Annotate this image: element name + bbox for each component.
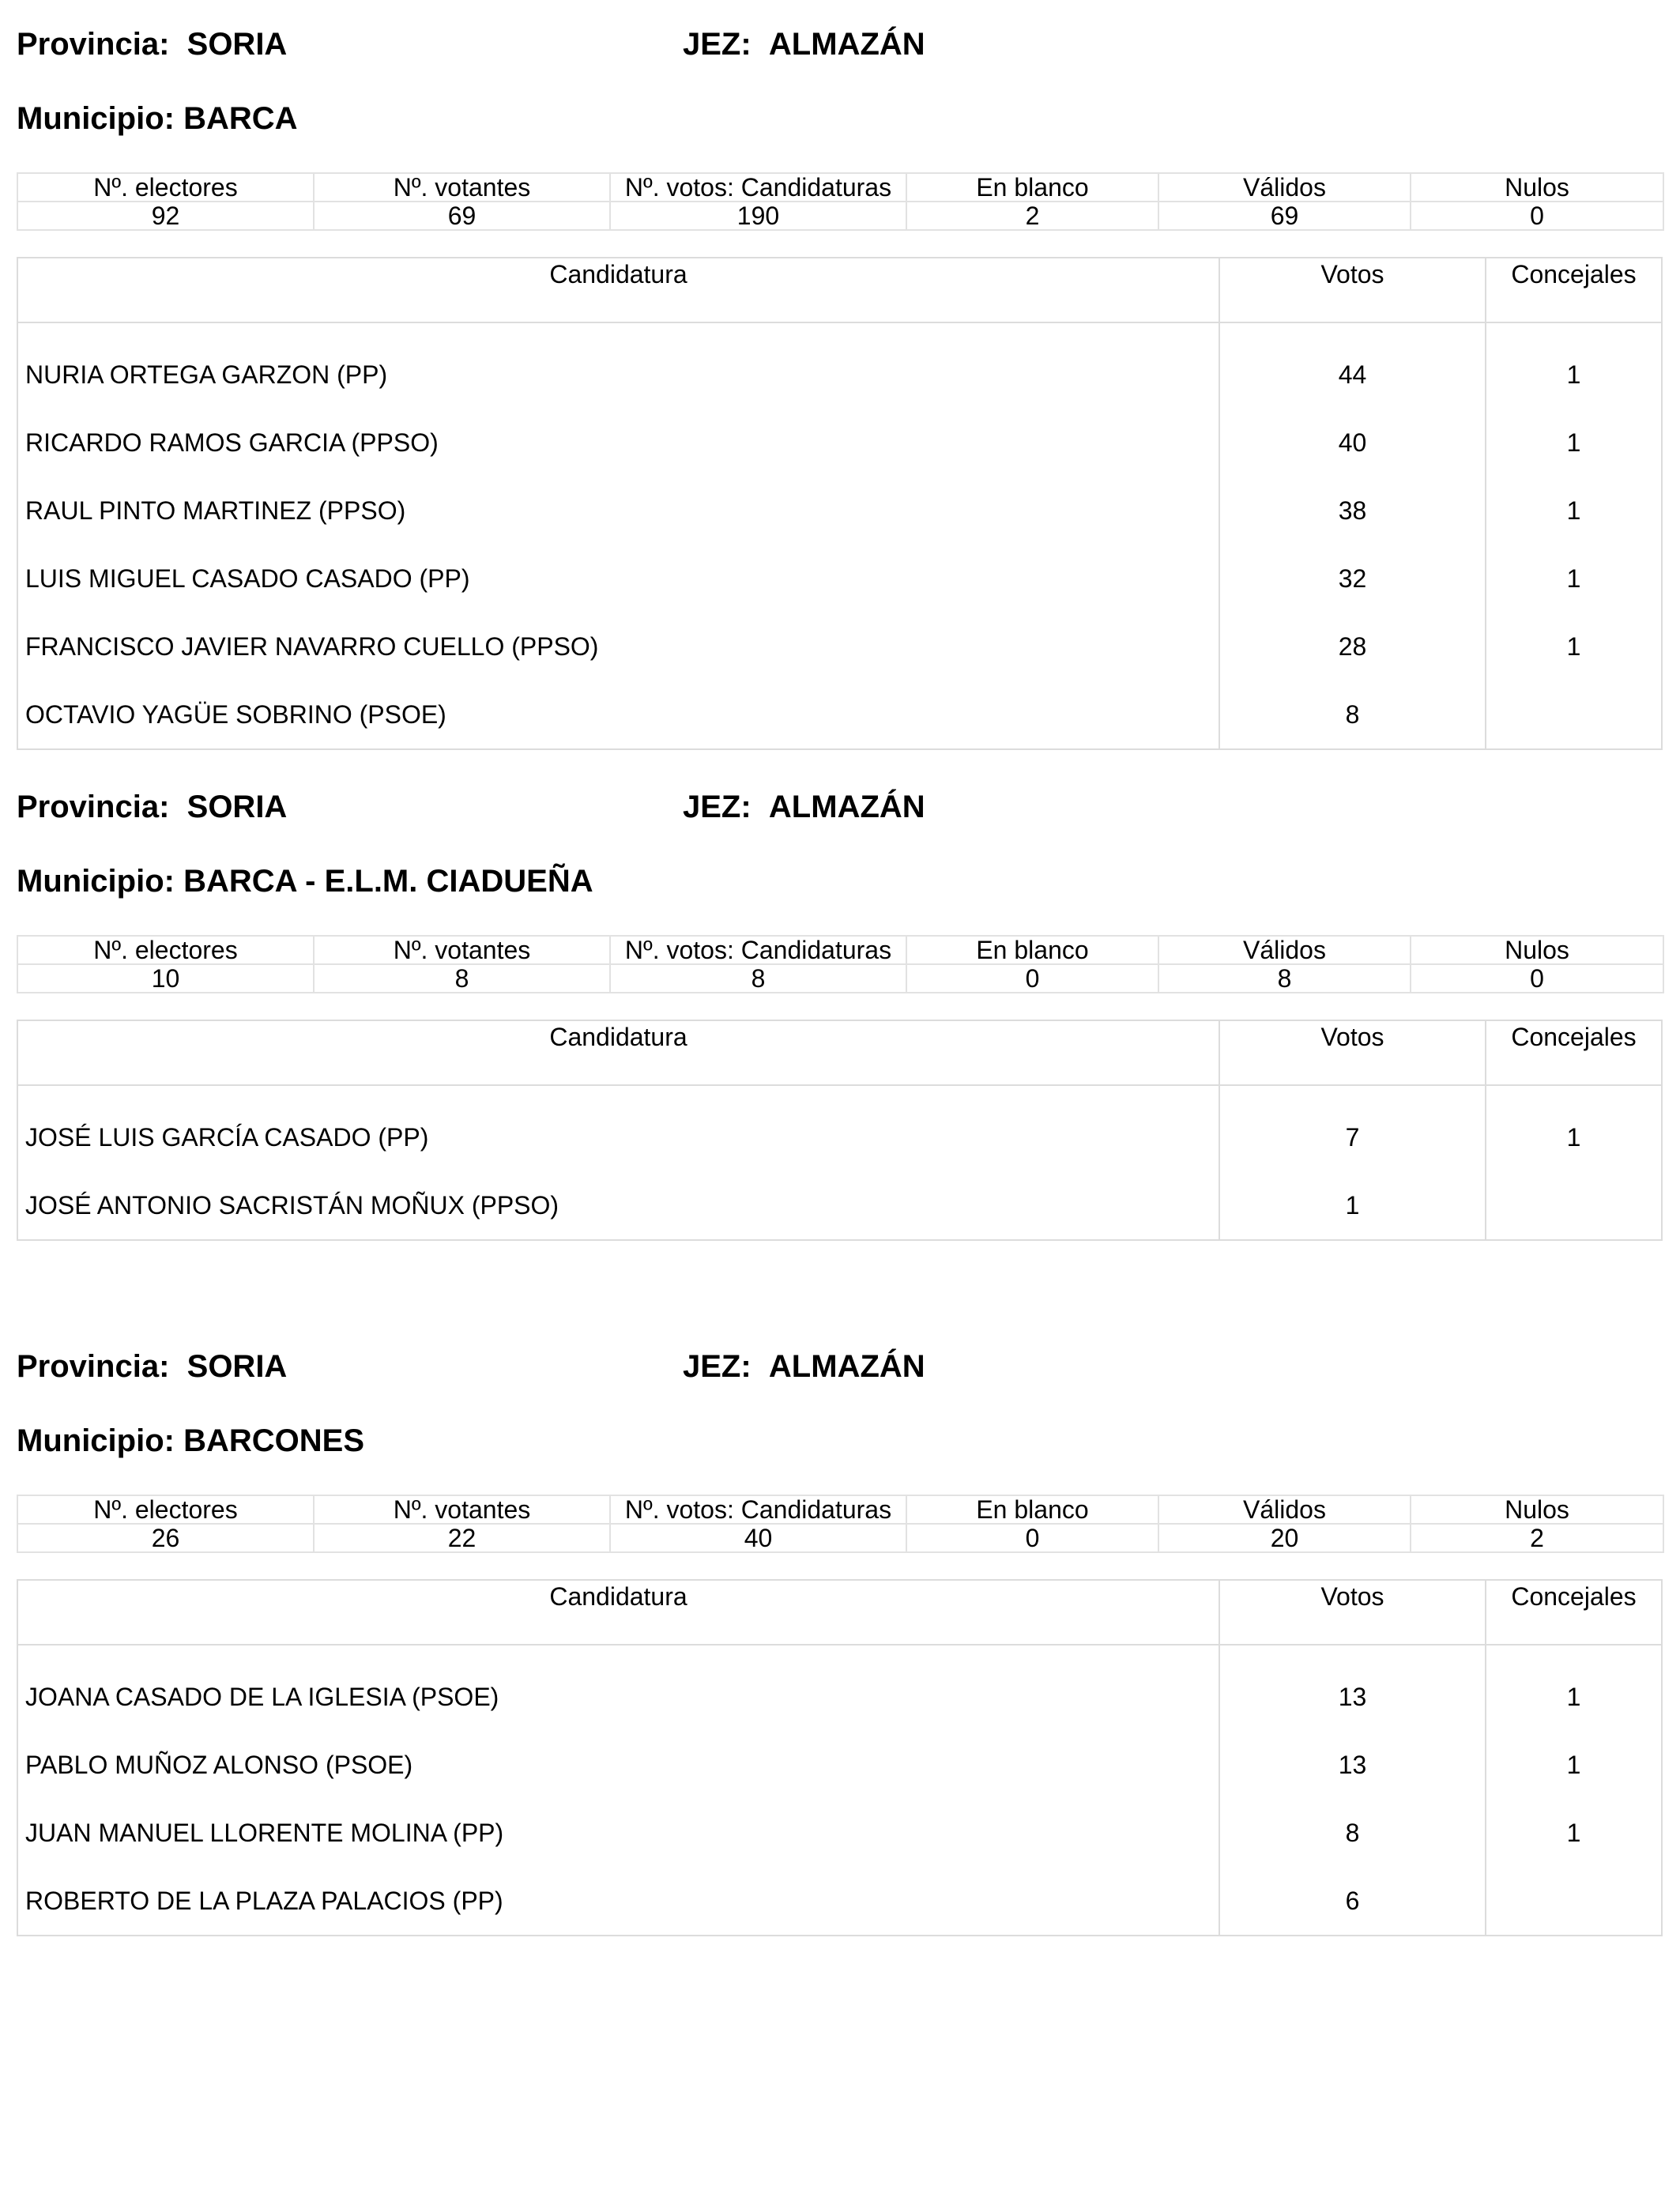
stats-header-row	[17, 936, 1663, 964]
stats-votos-candidaturas: 190	[610, 202, 906, 230]
stats-header-row	[17, 173, 1663, 202]
stats-header-validos: Válidos	[1158, 1495, 1411, 1524]
candidate-name: JOSÉ LUIS GARCÍA CASADO (PP)	[25, 1123, 429, 1152]
municipio-heading	[17, 858, 593, 905]
stats-votos-candidaturas: 40	[610, 1524, 906, 1552]
municipio-value: BARCONES	[183, 1423, 364, 1458]
provincia-label: Provincia:	[17, 790, 170, 824]
stats-votos-candidaturas: 8	[610, 964, 906, 993]
table-row	[18, 1171, 1661, 1239]
candidate-votos: 13	[1219, 1663, 1485, 1731]
candidate-concejales: 1	[1485, 1731, 1661, 1799]
candidates-table	[17, 1579, 1663, 1936]
candidate-concejales: 1	[1485, 341, 1661, 409]
candidates-table	[17, 1020, 1663, 1241]
stats-votantes: 8	[314, 964, 610, 993]
candidate-votos: 7	[1219, 1103, 1485, 1171]
stats-electores: 26	[17, 1524, 314, 1552]
candidates-header-row	[18, 258, 1661, 323]
candidate-concejales: 1	[1485, 613, 1661, 680]
provincia-value: SORIA	[186, 27, 288, 62]
stats-header-votantes: Nº. votantes	[314, 173, 610, 202]
jez-heading	[683, 21, 925, 68]
col-concejales: Concejales	[1485, 1021, 1661, 1084]
table-row	[18, 477, 1661, 545]
candidate-concejales: 1	[1485, 477, 1661, 545]
provincia-label: Provincia:	[17, 1349, 170, 1384]
stats-validos: 20	[1158, 1524, 1411, 1552]
stats-electores: 10	[17, 964, 314, 993]
municipio-label: Municipio:	[17, 1423, 175, 1458]
col-candidatura: Candidatura	[549, 260, 687, 288]
stats-header-votos-candidaturas: Nº. votos: Candidaturas	[610, 1495, 906, 1524]
municipio-heading	[17, 1417, 364, 1465]
municipio-value: BARCA - E.L.M. CIADUEÑA	[183, 864, 593, 899]
stats-nulos: 2	[1411, 1524, 1663, 1552]
jez-value: ALMAZÁN	[768, 790, 925, 824]
municipio-label: Municipio:	[17, 864, 175, 899]
candidate-concejales: 1	[1485, 409, 1661, 477]
stats-en-blanco: 0	[906, 1524, 1158, 1552]
stats-header-electores: Nº. electores	[17, 1495, 314, 1524]
candidate-votos: 40	[1219, 409, 1485, 477]
stats-header-votos-candidaturas: Nº. votos: Candidaturas	[610, 173, 906, 202]
candidate-concejales: 1	[1485, 1799, 1661, 1867]
header-row	[17, 1343, 1663, 1390]
stats-table	[17, 935, 1664, 993]
col-votos: Votos	[1219, 1021, 1485, 1084]
provincia-value: SORIA	[186, 1349, 288, 1384]
stats-header-nulos: Nulos	[1411, 936, 1663, 964]
candidate-votos: 8	[1219, 680, 1485, 748]
col-candidatura: Candidatura	[549, 1023, 687, 1051]
table-row	[18, 341, 1661, 409]
stats-header-validos: Válidos	[1158, 936, 1411, 964]
candidates-table	[17, 257, 1663, 750]
table-row	[18, 545, 1661, 613]
col-candidatura: Candidatura	[549, 1582, 687, 1611]
stats-table	[17, 172, 1664, 231]
jez-label: JEZ:	[683, 790, 751, 824]
candidate-name: PABLO MUÑOZ ALONSO (PSOE)	[25, 1751, 413, 1779]
stats-validos: 8	[1158, 964, 1411, 993]
table-row	[18, 1799, 1661, 1867]
stats-header-en-blanco: En blanco	[906, 173, 1158, 202]
jez-label: JEZ:	[683, 1349, 751, 1384]
col-votos: Votos	[1219, 258, 1485, 322]
table-row	[18, 613, 1661, 680]
stats-value-row	[17, 202, 1663, 230]
candidate-votos: 32	[1219, 545, 1485, 613]
candidate-name: OCTAVIO YAGÜE SOBRINO (PSOE)	[25, 700, 446, 729]
candidate-name: RICARDO RAMOS GARCIA (PPSO)	[25, 428, 439, 457]
provincia-heading	[17, 783, 287, 831]
table-row	[18, 1731, 1661, 1799]
candidate-votos: 44	[1219, 341, 1485, 409]
stats-votantes: 22	[314, 1524, 610, 1552]
header-row	[17, 21, 1663, 68]
table-row	[18, 409, 1661, 477]
candidate-name: JUAN MANUEL LLORENTE MOLINA (PP)	[25, 1819, 504, 1847]
candidate-concejales	[1485, 680, 1661, 748]
col-votos: Votos	[1219, 1581, 1485, 1644]
candidates-header-row	[18, 1021, 1661, 1086]
provincia-heading	[17, 1343, 287, 1390]
stats-nulos: 0	[1411, 964, 1663, 993]
stats-header-row	[17, 1495, 1663, 1524]
candidate-votos: 8	[1219, 1799, 1485, 1867]
jez-label: JEZ:	[683, 27, 751, 62]
candidate-name: ROBERTO DE LA PLAZA PALACIOS (PP)	[25, 1887, 503, 1915]
stats-header-votos-candidaturas: Nº. votos: Candidaturas	[610, 936, 906, 964]
stats-table	[17, 1495, 1664, 1553]
jez-heading	[683, 1343, 925, 1390]
candidate-name: NURIA ORTEGA GARZON (PP)	[25, 360, 388, 389]
stats-header-electores: Nº. electores	[17, 936, 314, 964]
table-row	[18, 1867, 1661, 1935]
candidate-name: JOANA CASADO DE LA IGLESIA (PSOE)	[25, 1683, 499, 1711]
municipio-heading	[17, 95, 298, 142]
stats-nulos: 0	[1411, 202, 1663, 230]
stats-value-row	[17, 1524, 1663, 1552]
candidate-concejales	[1485, 1867, 1661, 1935]
jez-heading	[683, 783, 925, 831]
stats-en-blanco: 2	[906, 202, 1158, 230]
stats-header-votantes: Nº. votantes	[314, 1495, 610, 1524]
municipio-label: Municipio:	[17, 101, 175, 136]
jez-value: ALMAZÁN	[768, 27, 925, 62]
stats-en-blanco: 0	[906, 964, 1158, 993]
provincia-label: Provincia:	[17, 27, 170, 62]
stats-votantes: 69	[314, 202, 610, 230]
table-row	[18, 1663, 1661, 1731]
stats-header-en-blanco: En blanco	[906, 936, 1158, 964]
candidate-name: LUIS MIGUEL CASADO CASADO (PP)	[25, 564, 470, 593]
candidate-concejales	[1485, 1171, 1661, 1239]
municipio-value: BARCA	[183, 101, 298, 136]
row-spacer	[18, 1086, 1661, 1103]
candidate-votos: 1	[1219, 1171, 1485, 1239]
stats-value-row	[17, 964, 1663, 993]
col-concejales: Concejales	[1485, 1581, 1661, 1644]
row-spacer	[18, 323, 1661, 341]
stats-header-validos: Válidos	[1158, 173, 1411, 202]
candidate-name: RAUL PINTO MARTINEZ (PPSO)	[25, 496, 406, 525]
col-concejales: Concejales	[1485, 258, 1661, 322]
candidate-votos: 13	[1219, 1731, 1485, 1799]
stats-header-electores: Nº. electores	[17, 173, 314, 202]
stats-header-nulos: Nulos	[1411, 173, 1663, 202]
candidate-name: JOSÉ ANTONIO SACRISTÁN MOÑUX (PPSO)	[25, 1191, 559, 1220]
stats-electores: 92	[17, 202, 314, 230]
stats-header-votantes: Nº. votantes	[314, 936, 610, 964]
provincia-value: SORIA	[186, 790, 288, 824]
table-row	[18, 680, 1661, 748]
jez-value: ALMAZÁN	[768, 1349, 925, 1384]
candidate-votos: 28	[1219, 613, 1485, 680]
row-spacer	[18, 1646, 1661, 1663]
stats-header-en-blanco: En blanco	[906, 1495, 1158, 1524]
candidate-name: FRANCISCO JAVIER NAVARRO CUELLO (PPSO)	[25, 632, 599, 661]
candidate-concejales: 1	[1485, 545, 1661, 613]
provincia-heading	[17, 21, 287, 68]
candidates-header-row	[18, 1581, 1661, 1646]
candidate-concejales: 1	[1485, 1663, 1661, 1731]
stats-header-nulos: Nulos	[1411, 1495, 1663, 1524]
header-row	[17, 783, 1663, 831]
candidate-votos: 38	[1219, 477, 1485, 545]
candidate-votos: 6	[1219, 1867, 1485, 1935]
stats-validos: 69	[1158, 202, 1411, 230]
table-row	[18, 1103, 1661, 1171]
candidate-concejales: 1	[1485, 1103, 1661, 1171]
